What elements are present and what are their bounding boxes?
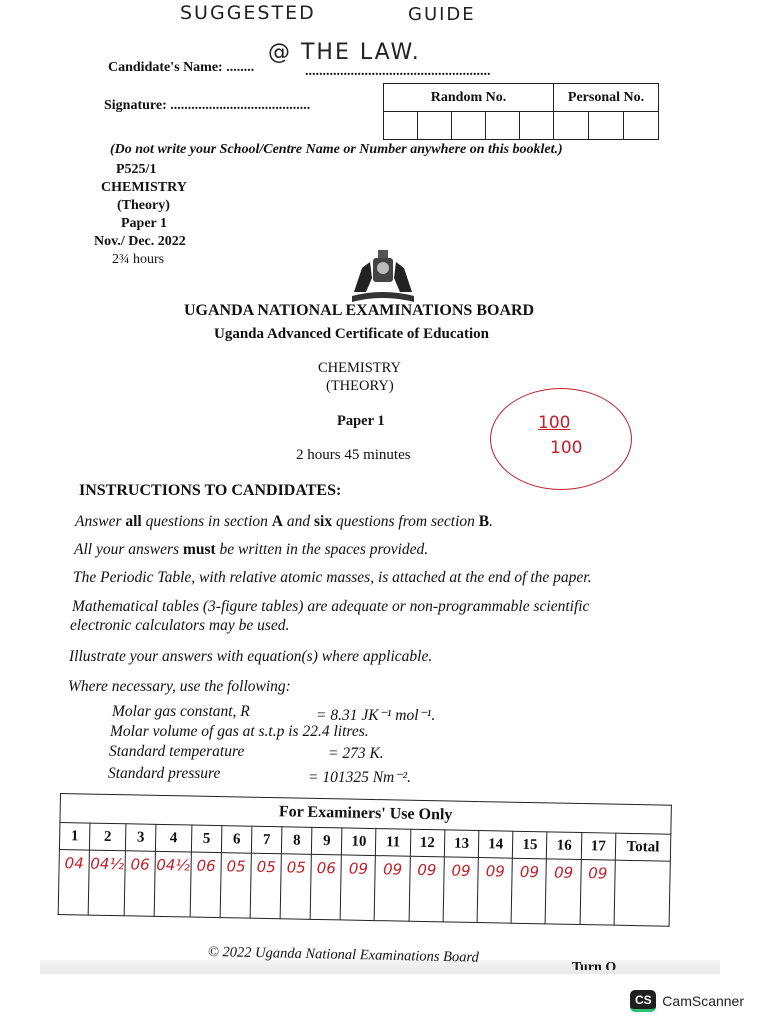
signature-label: Signature: [104,98,167,113]
personal-no-box[interactable] [624,112,659,140]
question-mark[interactable]: 09 [340,855,375,921]
question-mark[interactable]: 09 [375,856,410,922]
copyright-text: © 2022 Uganda National Examinations Board [207,944,480,966]
paper-code: P525/1 [116,162,157,177]
question-mark[interactable]: 09 [580,860,615,926]
board-name: UGANDA NATIONAL EXAMINATIONS BOARD [184,302,535,319]
instr2-must: must [182,541,216,558]
question-number: 3 [125,824,156,852]
coat-of-arms-logo [348,248,418,304]
personal-no-box[interactable] [589,112,624,140]
instructions-heading: INSTRUCTIONS TO CANDIDATES: [79,482,342,499]
question-mark[interactable]: 06 [124,851,155,917]
question-mark[interactable]: 05 [250,853,281,919]
constant-value: = 8.31 JK⁻¹ mol⁻¹. [316,707,436,724]
question-mark[interactable]: 09 [409,856,444,922]
personal-no-header: Personal No. [554,84,659,112]
candidate-name-dots-left: ........ [226,60,255,75]
camscanner-label: CamScanner [662,993,744,1009]
instruction-6: Where necessary, use the following: [68,678,291,695]
subject-duration: 2 hours 45 minutes [296,447,411,463]
constant-value: = 273 K. [328,745,384,762]
examiners-table-wrap [60,793,670,915]
random-no-header: Random No. [384,84,554,112]
question-number: 6 [221,826,252,854]
random-no-box[interactable] [486,112,520,140]
handwritten-guide: GUIDE [408,4,476,25]
paper-date: Nov./ Dec. 2022 [94,234,186,249]
instr1-e: and [282,513,314,530]
random-no-box[interactable] [418,112,452,140]
camscanner-logo-icon: CS [630,990,656,1012]
instruction-4b: electronic calculators may be used. [70,617,290,634]
subject-type: (THEORY) [326,378,394,394]
examiners-title: For Examiners' Use Only [60,794,671,835]
question-number: 8 [281,827,312,855]
examiners-table [58,793,672,927]
constant-value: = 101325 Nm⁻². [308,769,411,786]
instruction-3: The Periodic Table, with relative atomic masses, is attached at the end of the paper. [73,569,592,586]
turn-over-text: Turn O [572,960,617,970]
question-number: 11 [376,829,411,857]
subject-name: CHEMISTRY [318,360,401,376]
question-number: 16 [547,832,582,860]
question-mark[interactable]: 09 [477,858,512,924]
question-mark[interactable]: 04½ [154,851,191,917]
question-mark[interactable]: 09 [511,858,546,924]
paper-number: Paper 1 [121,216,168,231]
question-mark[interactable]: 05 [280,854,311,920]
constant-label: Standard pressure [108,765,221,782]
instr2-a: All your answers [74,541,183,558]
question-number: 17 [581,833,616,861]
instruction-2 [74,541,428,559]
total-header: Total [615,833,671,861]
candidate-name-value: @ THE LAW. [268,40,421,65]
camscanner-watermark [630,990,744,1012]
question-mark[interactable]: 05 [220,853,251,919]
instruction-5: Illustrate your answers with equation(s) where applicable. [69,648,433,665]
candidate-name-row [108,60,254,76]
question-number: 10 [342,828,377,856]
candidate-id-table [383,83,659,140]
instr1-section-b: B [478,513,490,530]
question-mark[interactable]: 09 [443,857,478,923]
constant-label: Molar volume of gas at s.t.p is 22.4 litres. [110,723,369,740]
question-number: 1 [59,823,90,851]
total-mark-box[interactable] [614,860,670,926]
random-no-box[interactable] [384,112,418,140]
signature-row [104,98,310,114]
paper-subject: CHEMISTRY [101,180,187,195]
paper-hours: 2¾ hours [112,252,165,267]
candidate-name-label: Candidate's Name: [108,60,223,75]
certificate-name: Uganda Advanced Certificate of Education [214,326,489,342]
candidate-name-dots-right: ..................................................... [305,64,491,79]
constant-label: Standard temperature [109,743,245,760]
subject-paper: Paper 1 [337,413,385,429]
signature-dots: ........................................ [170,98,311,113]
question-mark[interactable]: 04 [58,849,89,915]
random-no-box[interactable] [452,112,486,140]
question-number: 5 [191,825,222,853]
notice-text: (Do not write your School/Centre Name or Number anywhere on this booklet.) [110,142,563,157]
question-number: 4 [155,824,191,852]
instr1-c: questions in section [141,513,272,530]
instr1-all: all [125,513,142,530]
question-mark[interactable]: 06 [310,854,341,920]
personal-no-box[interactable] [554,112,589,140]
instr1-section-a: A [271,513,283,530]
question-mark[interactable]: 09 [546,859,581,925]
instr1-six: six [313,513,333,530]
question-number: 14 [478,831,513,859]
instr1-i: . [489,513,493,530]
question-number: 9 [312,827,343,855]
question-number: 2 [89,823,125,851]
score-bottom: 100 [550,438,583,458]
question-mark[interactable]: 04½ [88,850,125,916]
instruction-4a: Mathematical tables (3-figure tables) are adequate or non-programmable scientific [72,598,590,615]
question-number: 12 [410,829,445,857]
constant-label: Molar gas constant, R [112,703,250,720]
question-number: 15 [513,831,548,859]
score-top: 100 [538,413,571,433]
question-number: 13 [444,830,479,858]
instr2-c: be written in the spaces provided. [215,541,429,558]
instr1-a: Answer [75,513,126,530]
question-number: 7 [251,826,282,854]
question-mark[interactable]: 06 [190,852,221,918]
handwritten-suggested: SUGGESTED [180,2,316,24]
random-no-box[interactable] [520,112,554,140]
instruction-1 [75,513,493,531]
instr1-g: questions from section [332,513,479,530]
paper-type: (Theory) [117,198,170,213]
